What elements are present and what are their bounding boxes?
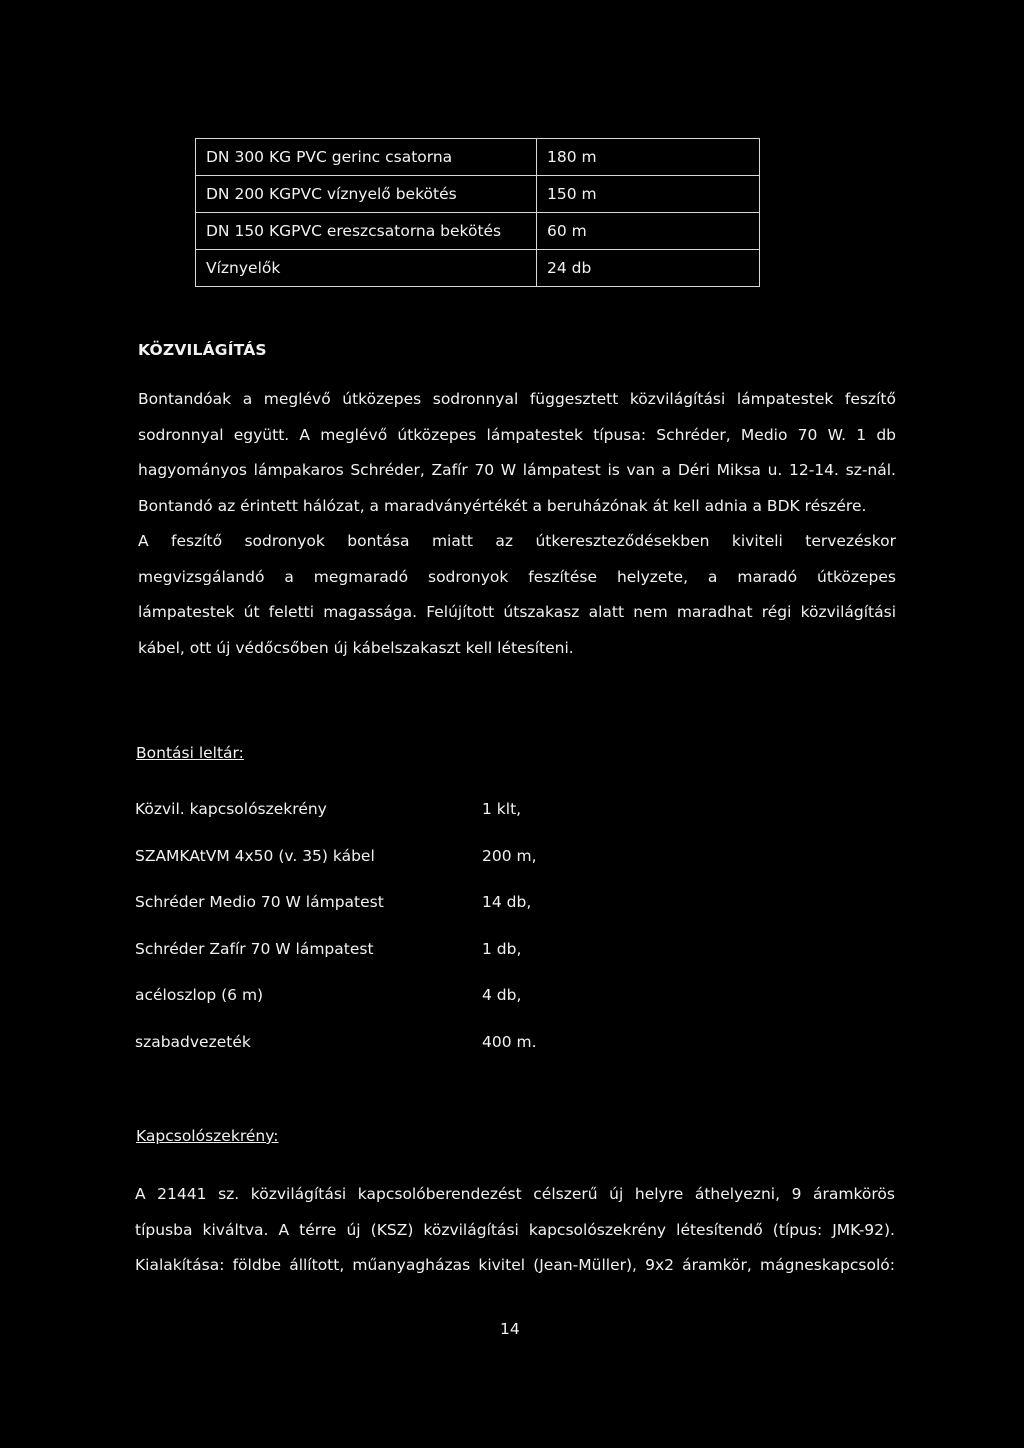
inventory-item-qty: 200 m, [482,846,537,865]
paragraph-line: típusba kiváltva. A térre új (KSZ) közvilágítási kapcsolószekrény létesítendő (típus: JMK-92). [135,1220,895,1239]
table-row [196,213,760,250]
list-item [135,1033,635,1080]
switch-cabinet-paragraph [135,1177,895,1284]
page-number: 14 [500,1320,520,1338]
inventory-item-qty: 400 m. [482,1032,537,1051]
table-cell-qty: 60 m [537,213,760,250]
paragraph-line: Bontandó az érintett hálózat, a maradványértékét a beruházónak át kell adnia a BDK részére. [138,496,867,515]
inventory-item-qty: 4 db, [482,986,522,1004]
inventory-item-name: acéloszlop (6 m) [135,986,264,1004]
table-cell-qty: 180 m [537,139,760,176]
paragraph-line: Kialakítása: földbe állított, műanyagházas kivitel (Jean-Müller), 9x2 áramkör, mágneskapcsoló: [135,1256,895,1274]
street-lighting-paragraph [138,382,896,666]
paragraph-line: Bontandóak a meglévő útközepes sodronnyal függesztett közvilágítási lámpatestek feszítő [138,390,896,408]
paragraph-line: sodronnyal együtt. A meglévő útközepes lámpatestek típusa: Schréder, Medio 70 W. 1 db [138,425,896,444]
paragraph-line: kábel, ott új védőcsőben új kábelszakaszt kell létesíteni. [138,638,574,657]
inventory-item-name: Schréder Medio 70 W lámpatest [135,893,384,911]
inventory-item-qty: 1 db, [482,939,522,958]
table-row [196,176,760,213]
inventory-item-qty: 1 klt, [482,800,522,818]
paragraph-line: hagyományos lámpakaros Schréder, Zafír 70 W lámpatest is van a Déri Miksa u. 12-14. sz-nál. [138,461,896,479]
inventory-heading: Bontási leltár: [136,744,244,762]
switch-cabinet-heading: Kapcsolószekrény: [136,1127,279,1145]
list-item [135,800,635,847]
pipes-table [195,138,760,287]
table-row [196,250,760,287]
paragraph-line: lámpatestek út feletti magassága. Felújított útszakasz alatt nem maradhat régi közvilágítási [138,603,896,621]
section-heading-street-lighting: KÖZVILÁGÍTÁS [138,341,267,359]
inventory-item-name: Schréder Zafír 70 W lámpatest [135,939,374,958]
inventory-item-name: szabadvezeték [135,1032,251,1051]
table-cell-item: DN 150 KGPVC ereszcsatorna bekötés [196,213,537,250]
inventory-list [135,800,635,1079]
inventory-item-name: Közvil. kapcsolószekrény [135,800,327,818]
paragraph-line: A feszítő sodronyok bontása miatt az útkereszteződésekben kiviteli tervezéskor [138,532,896,550]
list-item [135,940,635,987]
paragraph-line: A 21441 sz. közvilágítási kapcsolóberendezést célszerű új helyre áthelyezni, 9 áramkörös [135,1185,895,1203]
inventory-item-qty: 14 db, [482,893,532,911]
inventory-item-name: SZAMKAtVM 4x50 (v. 35) kábel [135,846,375,865]
list-item [135,847,635,894]
table-cell-item: Víznyelők [196,250,537,287]
table-row [196,139,760,176]
table-cell-item: DN 200 KGPVC víznyelő bekötés [196,176,537,213]
table-cell-qty: 150 m [537,176,760,213]
table-cell-qty: 24 db [537,250,760,287]
paragraph-line: megvizsgálandó a megmaradó sodronyok feszítése helyzete, a maradó útközepes [138,567,896,586]
table-cell-item: DN 300 KG PVC gerinc csatorna [196,139,537,176]
list-item [135,893,635,940]
list-item [135,986,635,1033]
